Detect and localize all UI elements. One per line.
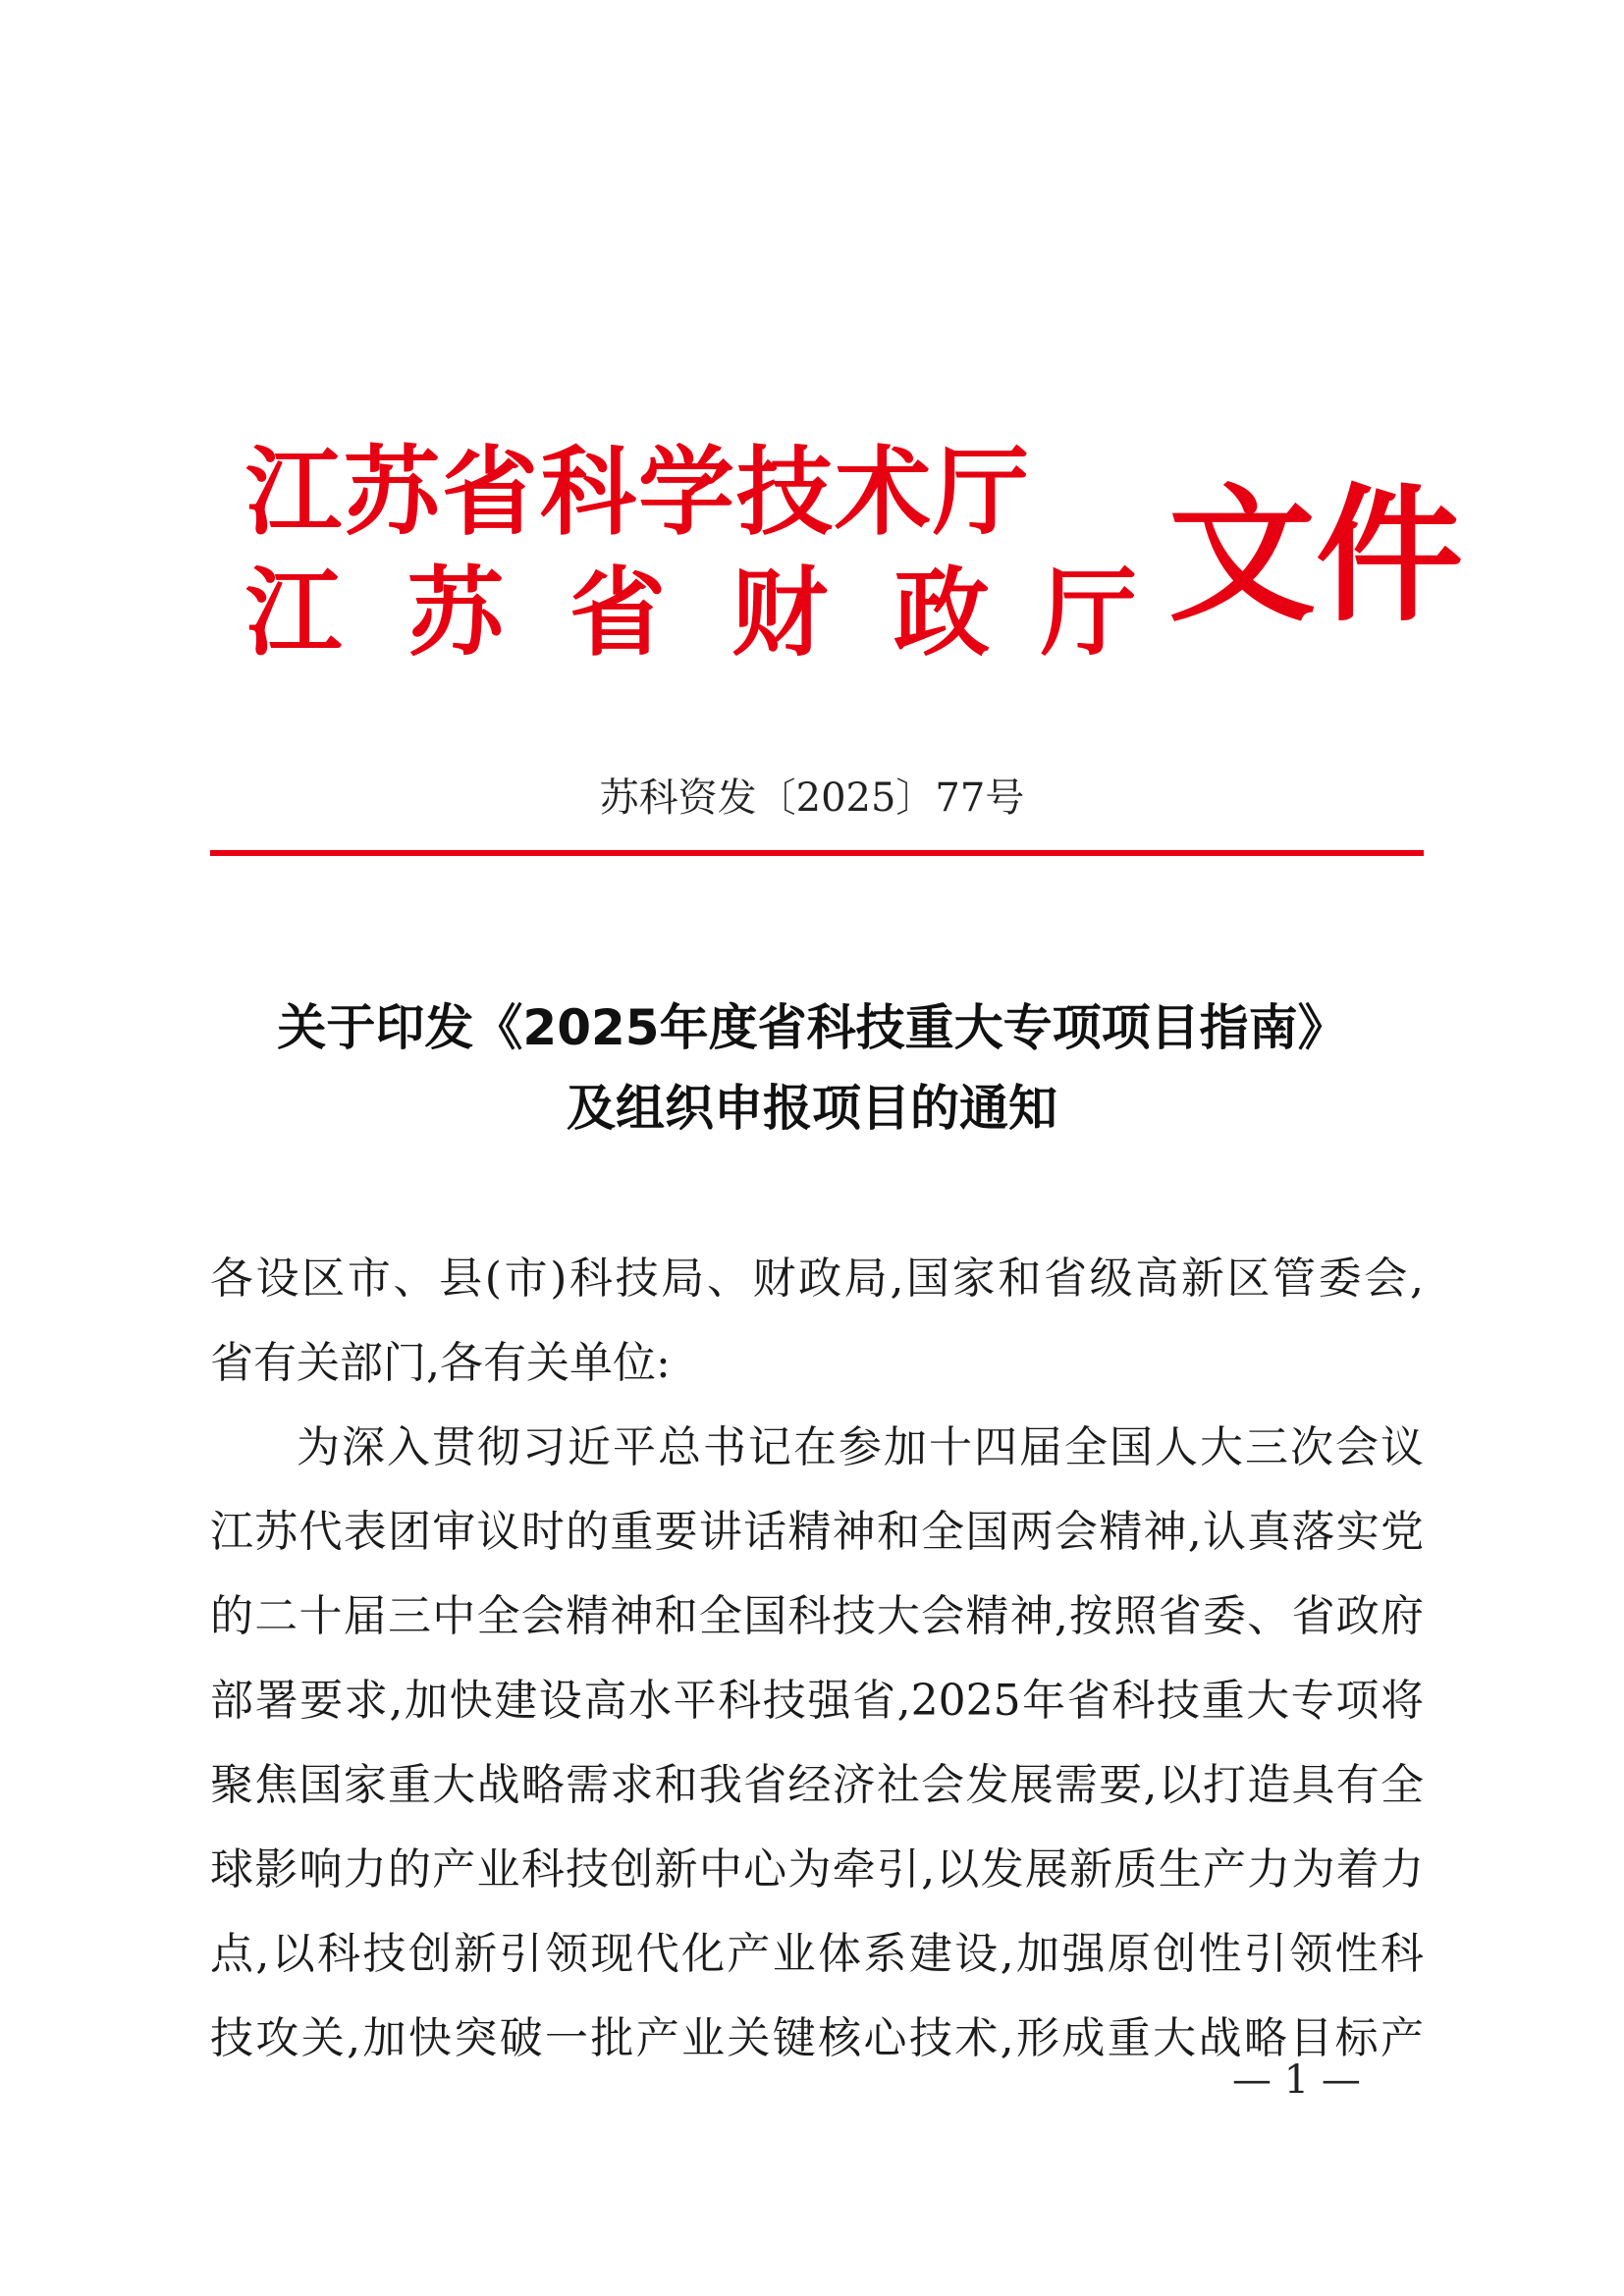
- body-line: 点,以科技创新引领现代化产业体系建设,加强原创性引领性科: [210, 1929, 1424, 1979]
- document-word: 文件: [1168, 471, 1464, 642]
- issuer-char: 财: [731, 558, 829, 669]
- body-line: 为深入贯彻习近平总书记在参加十四届全国人大三次会议: [297, 1422, 1424, 1472]
- document-number: 苏科资发〔2025〕77号: [599, 775, 1025, 821]
- document-title-line-1: 关于印发《2025年度省科技重大专项项目指南》: [277, 999, 1347, 1056]
- body-line: 部署要求,加快建设高水平科技强省,2025年省科技重大专项将: [210, 1676, 1424, 1726]
- red-separator-rule: [210, 850, 1424, 856]
- body-line: 江苏代表团审议时的重要讲话精神和全国两会精神,认真落实党: [210, 1507, 1424, 1557]
- notice-body: [210, 1237, 1424, 2081]
- body-line: 聚焦国家重大战略需求和我省经济社会发展需要,以打造具有全: [210, 1760, 1424, 1810]
- document-title-line-2: 及组织申报项目的通知: [567, 1080, 1057, 1137]
- issuer-char: 苏: [407, 558, 505, 669]
- issuer-char: 厅: [1041, 558, 1138, 669]
- page-number: — 1 —: [1232, 2057, 1361, 2103]
- issuer-line-science-dept: 江苏省科学技术厅: [245, 437, 1032, 549]
- issuer-char: 政: [893, 558, 991, 669]
- body-line: 技攻关,加快突破一批产业关键核心技术,形成重大战略目标产: [210, 2013, 1424, 2063]
- issuer-char: 省: [569, 558, 667, 669]
- addressee-line: 省有关部门,各有关单位:: [210, 1338, 671, 1388]
- addressee-line: 各设区市、县(市)科技局、财政局,国家和省级高新区管委会,: [210, 1254, 1424, 1304]
- body-line: 的二十届三中全会精神和全国科技大会精神,按照省委、省政府: [210, 1591, 1424, 1641]
- body-line: 球影响力的产业科技创新中心为牵引,以发展新质生产力为着力: [210, 1844, 1424, 1895]
- issuer-char: 江: [245, 558, 343, 669]
